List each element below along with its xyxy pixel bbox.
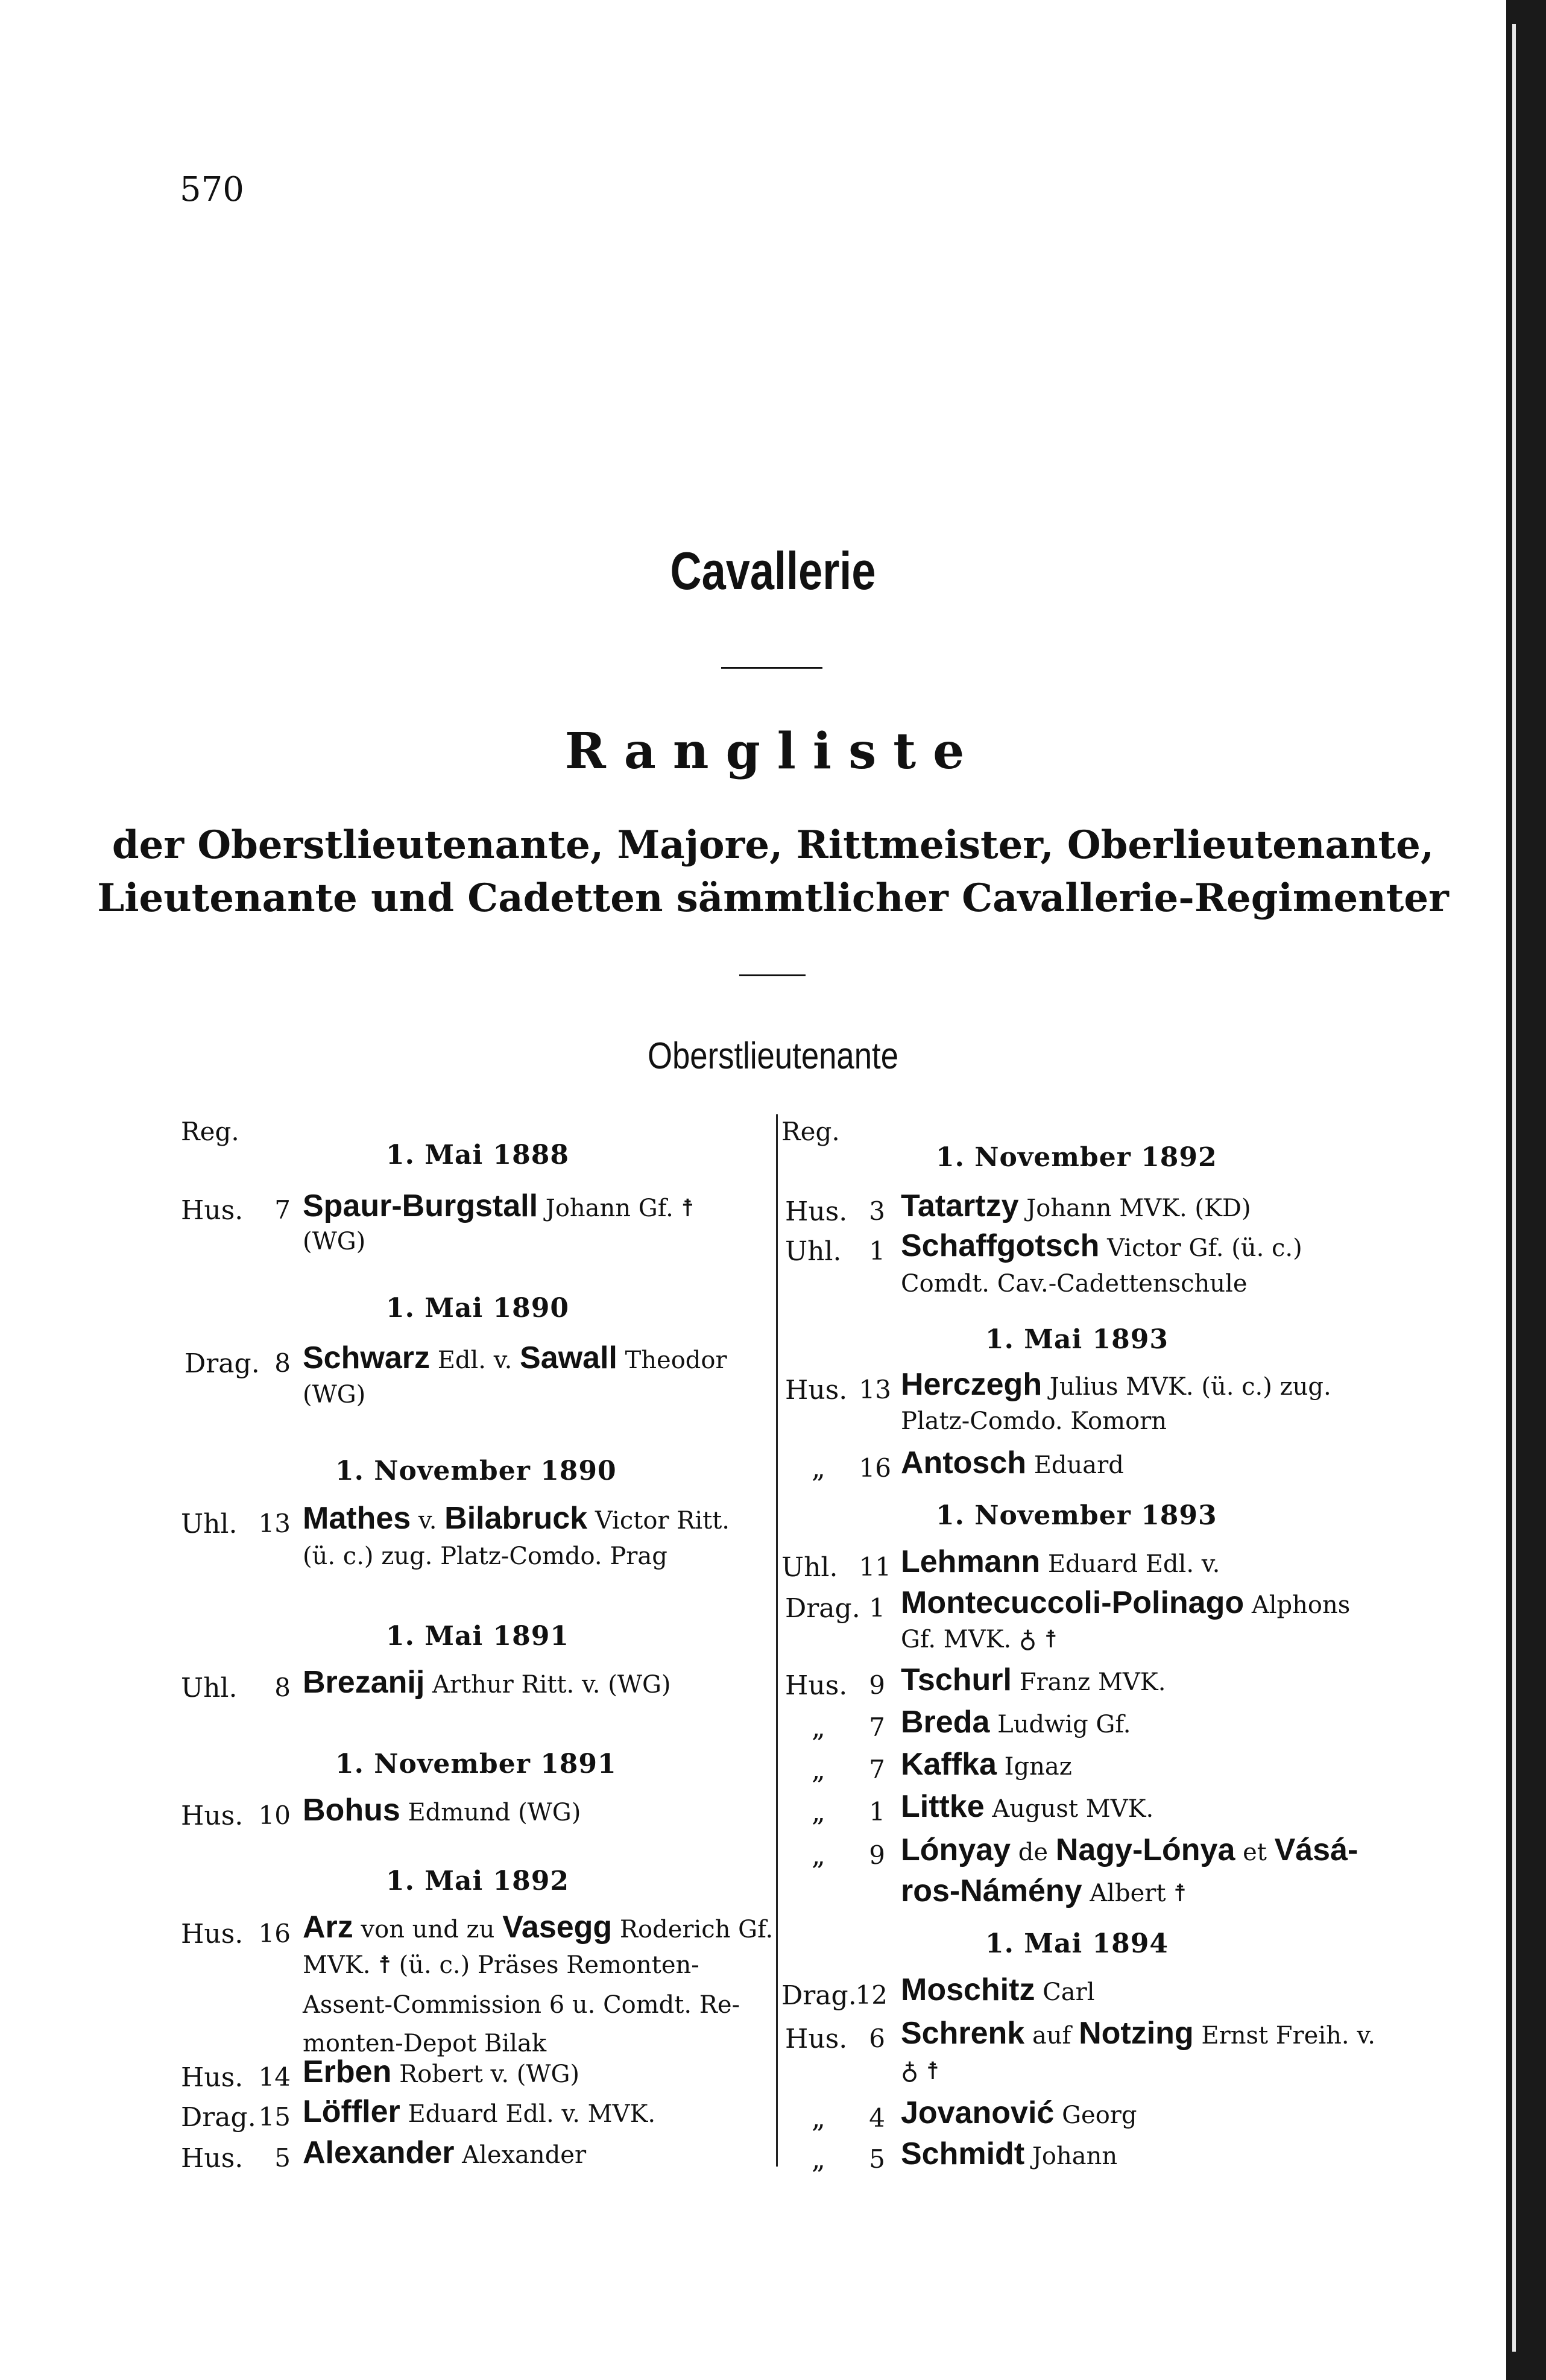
- officer-details: Julius MVK. (ü. c.) zug.: [1049, 1373, 1331, 1401]
- regiment-type: „: [812, 1712, 825, 1743]
- entry-line: [901, 1832, 1358, 1868]
- officer-details: Albert ☨: [1090, 1880, 1187, 1907]
- regiment-type: Uhl.: [181, 1509, 238, 1539]
- regiment-number: 5: [869, 2144, 885, 2174]
- entry-line: [303, 1909, 773, 1945]
- entry-line: [303, 1500, 730, 1536]
- regiment-number: 1: [869, 1797, 885, 1826]
- date-heading: 1. Mai 1888: [386, 1140, 569, 1170]
- entry-continuation: (WG): [303, 1228, 366, 1255]
- date-heading: 1. November 1890: [335, 1456, 617, 1486]
- officer-name: Tschurl: [901, 1662, 1012, 1697]
- regiment-type: Uhl.: [781, 1552, 838, 1583]
- regiment-type: Drag.: [785, 1593, 860, 1624]
- entry-continuation: (ü. c.) zug. Platz-Comdo. Prag: [303, 1542, 667, 1570]
- entry-line: [901, 1228, 1302, 1264]
- regiment-number: 1: [869, 1236, 885, 1266]
- entry-line: [303, 1792, 581, 1828]
- officer-name: Tatartzy: [901, 1188, 1019, 1223]
- officer-name: Erben: [303, 2054, 392, 2089]
- entry-line: [901, 2136, 1117, 2172]
- officer-name-3: Vásá-: [1274, 1832, 1358, 1867]
- officer-name: Jovanović: [901, 2095, 1055, 2130]
- officer-particle: v.: [418, 1507, 437, 1535]
- regiment-number: 1: [869, 1593, 885, 1623]
- entry-line: [901, 1445, 1124, 1481]
- officer-details: Eduard Edl. v.: [1047, 1550, 1220, 1578]
- regiment-type: „: [812, 1797, 825, 1828]
- entry-line: [303, 2135, 586, 2171]
- officer-name: Löffler: [303, 2094, 400, 2129]
- section-title: Oberstlieutenante: [647, 1035, 899, 1077]
- officer-name: Brezanij: [303, 1665, 425, 1700]
- officer-name-2: Bilabruck: [444, 1501, 588, 1536]
- officer-name-continued: ros-Námény: [901, 1873, 1082, 1908]
- date-heading: 1. Mai 1892: [386, 1866, 569, 1896]
- officer-details: Roderich Gf.: [619, 1916, 774, 1943]
- officer-name: Schwarz: [303, 1340, 430, 1375]
- officer-name: Antosch: [901, 1445, 1026, 1480]
- officer-details: Victor Ritt.: [595, 1507, 730, 1535]
- date-heading: 1. November 1891: [335, 1749, 617, 1779]
- regiment-number: 7: [274, 1195, 291, 1225]
- officer-name: Lónyay: [901, 1832, 1011, 1867]
- entry-line: [901, 2015, 1375, 2051]
- entry-line: [901, 1188, 1251, 1224]
- officer-details: Theodor: [625, 1346, 727, 1374]
- regiment-number: 13: [258, 1509, 291, 1538]
- officer-particle: von und zu: [361, 1916, 495, 1943]
- regiment-number: 16: [859, 1453, 891, 1483]
- officer-details: Carl: [1043, 1978, 1095, 2006]
- reg-header-left: Reg.: [181, 1117, 239, 1146]
- officer-details: Johann MVK. (KD): [1026, 1195, 1251, 1222]
- officer-details: Edmund (WG): [408, 1799, 581, 1826]
- regiment-type: „: [812, 2144, 825, 2175]
- officer-details: Arthur Ritt. v. (WG): [432, 1671, 671, 1699]
- regiment-number: 12: [855, 1980, 888, 2010]
- officer-name-2: Sawall: [520, 1340, 617, 1375]
- entry-line: [901, 1585, 1350, 1621]
- regiment-type: Hus.: [181, 1919, 244, 1949]
- officer-details: Victor Gf. (ü. c.): [1107, 1234, 1302, 1262]
- officer-name: Schrenk: [901, 2016, 1025, 2051]
- regiment-number: 6: [869, 2024, 885, 2053]
- section-rule: [739, 974, 806, 976]
- regiment-number: 10: [258, 1801, 291, 1830]
- regiment-number: 8: [274, 1348, 291, 1378]
- regiment-type: „: [812, 2103, 825, 2134]
- regiment-type: „: [812, 1453, 825, 1484]
- regiment-type: Hus.: [785, 1670, 848, 1701]
- officer-name-2: Notzing: [1079, 2016, 1194, 2051]
- column-divider: [776, 1114, 778, 2167]
- regiment-type: Uhl.: [785, 1236, 842, 1267]
- officer-name: Schaffgotsch: [901, 1228, 1100, 1263]
- officer-details: Alphons: [1251, 1591, 1351, 1619]
- regiment-number: 15: [258, 2102, 291, 2132]
- officer-details: Franz MVK.: [1019, 1668, 1166, 1696]
- officer-details: Ludwig Gf.: [997, 1711, 1131, 1738]
- officer-name: Mathes: [303, 1501, 411, 1536]
- page-title: Cavallerie: [670, 541, 876, 601]
- regiment-type: Hus.: [785, 1196, 848, 1227]
- officer-name: Breda: [901, 1705, 990, 1740]
- regiment-number: 9: [869, 1840, 885, 1870]
- officer-details: Ernst Freih. v.: [1201, 2022, 1375, 2050]
- regiment-number: 13: [859, 1375, 891, 1404]
- date-heading: 1. Mai 1894: [985, 1928, 1169, 1959]
- description-line-1: der Oberstlieutenante, Majore, Rittmeister, Oberlieutenante,: [112, 822, 1434, 868]
- regiment-number: 7: [869, 1755, 885, 1784]
- regiment-type: Hus.: [785, 2024, 848, 2054]
- entry-continuation: Comdt. Cav.-Cadettenschule: [901, 1270, 1248, 1298]
- entry-line: [901, 1544, 1220, 1580]
- regiment-type: „: [812, 1755, 825, 1785]
- title-rule: [721, 667, 822, 669]
- officer-particle: Edl. v.: [437, 1346, 513, 1374]
- entry-continuation: Gf. MVK. ♁ ☨: [901, 1626, 1058, 1653]
- regiment-type: „: [812, 1840, 825, 1871]
- entry-line: [303, 1340, 727, 1376]
- officer-details: Eduard: [1033, 1451, 1124, 1479]
- regiment-number: 7: [869, 1712, 885, 1742]
- officer-details: Eduard Edl. v. MVK.: [408, 2100, 656, 2128]
- officer-name: Littke: [901, 1789, 985, 1824]
- entry-line: [303, 1188, 694, 1224]
- officer-name: Bohus: [303, 1793, 400, 1828]
- regiment-type: Drag.: [781, 1980, 857, 2011]
- reg-header-right: Reg.: [781, 1117, 840, 1146]
- description-line-2: Lieutenante und Cadetten sämmtlicher Cavallerie-Regimenter: [97, 876, 1449, 921]
- officer-details: Johann Gf. ☨: [545, 1195, 695, 1222]
- date-heading: 1. Mai 1890: [386, 1293, 569, 1324]
- entry-continuation: MVK. ☨ (ü. c.) Präses Remonten-: [303, 1951, 699, 1979]
- officer-name: Kaffka: [901, 1747, 997, 1782]
- officer-details: Georg: [1062, 2101, 1137, 2129]
- entry-continuation: Assent-Commission 6 u. Comdt. Re-: [303, 1991, 740, 2019]
- entry-line: [901, 2095, 1137, 2131]
- officer-name: Lehmann: [901, 1544, 1041, 1579]
- officer-name-2: Nagy-Lónya: [1055, 1832, 1235, 1867]
- regiment-number: 3: [869, 1196, 885, 1226]
- regiment-number: 5: [274, 2143, 291, 2173]
- regiment-type: Hus.: [181, 2143, 244, 2174]
- officer-details: Ignaz: [1004, 1753, 1072, 1781]
- regiment-number: 16: [258, 1919, 291, 1948]
- regiment-type: Hus.: [181, 1195, 244, 1226]
- entry-line: [901, 1788, 1153, 1825]
- officer-details: Alexander: [462, 2141, 587, 2169]
- entry-line: [901, 1704, 1131, 1740]
- officer-name: Spaur-Burgstall: [303, 1188, 538, 1223]
- subtitle: Rangliste: [564, 722, 982, 780]
- officer-name: Montecuccoli-Polinago: [901, 1585, 1245, 1620]
- page-number: 570: [180, 170, 244, 209]
- entry-line: [303, 2054, 579, 2090]
- regiment-type: Hus.: [181, 1801, 244, 1831]
- regiment-type: Uhl.: [181, 1673, 238, 1703]
- officer-details: Robert v. (WG): [399, 2060, 580, 2088]
- officer-name: Herczegh: [901, 1367, 1043, 1402]
- officer-details: Johann: [1032, 2142, 1118, 2170]
- regiment-number: 11: [859, 1552, 891, 1582]
- date-heading: 1. Mai 1891: [386, 1621, 569, 1652]
- entry-continuation: Platz-Comdo. Komorn: [901, 1407, 1167, 1435]
- entry-line: [303, 1664, 671, 1700]
- entry-line: [901, 1746, 1072, 1782]
- entry-line: [901, 1662, 1166, 1698]
- officer-name: Arz: [303, 1910, 353, 1945]
- entry-line: [303, 2094, 655, 2130]
- officer-name-2: Vasegg: [502, 1910, 613, 1945]
- regiment-number: 9: [869, 1670, 885, 1700]
- officer-name: Schmidt: [901, 2136, 1025, 2171]
- regiment-number: 8: [274, 1673, 291, 1702]
- entry-continuation: monten-Depot Bilak: [303, 2030, 547, 2057]
- entry-continuation: ♁ ☨: [901, 2057, 939, 2085]
- date-heading: 1. November 1892: [936, 1142, 1217, 1173]
- regiment-type: Hus.: [181, 2062, 244, 2093]
- regiment-type: Hus.: [785, 1375, 848, 1406]
- entry-line: [901, 1366, 1331, 1403]
- entry-continuation: [901, 1873, 1187, 1909]
- officer-particle-2: et: [1243, 1839, 1267, 1866]
- officer-particle: auf: [1032, 2022, 1071, 2050]
- officer-particle: de: [1018, 1839, 1049, 1866]
- entry-continuation: (WG): [303, 1381, 366, 1409]
- officer-details: August MVK.: [992, 1795, 1154, 1823]
- regiment-number: 4: [869, 2103, 885, 2133]
- regiment-type: Drag.: [181, 2102, 256, 2133]
- officer-name: Moschitz: [901, 1972, 1035, 2007]
- regiment-number: 14: [258, 2062, 291, 2092]
- date-heading: 1. Mai 1893: [985, 1324, 1169, 1355]
- officer-name: Alexander: [303, 2135, 455, 2170]
- page-edge-highlight: [1512, 24, 1516, 2352]
- regiment-type: Drag.: [185, 1348, 260, 1379]
- date-heading: 1. November 1893: [936, 1500, 1217, 1531]
- entry-line: [901, 1972, 1095, 2008]
